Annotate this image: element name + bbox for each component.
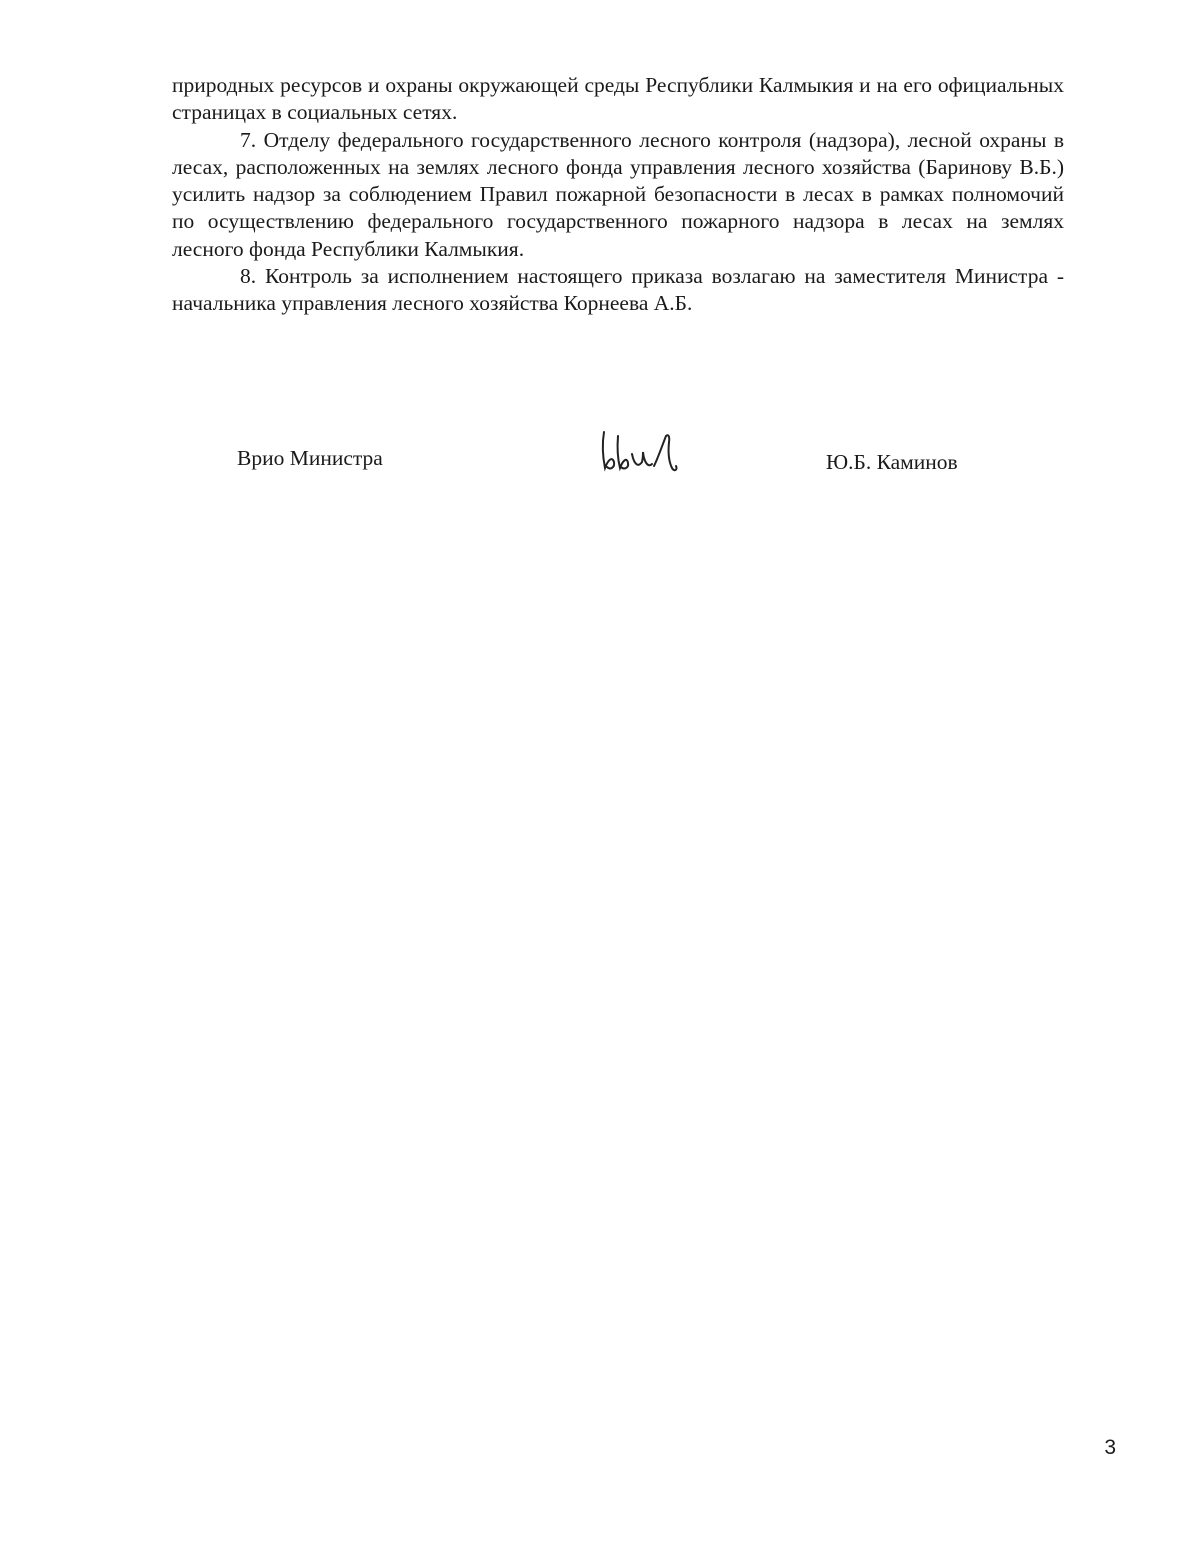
page-number: 3 [1104, 1436, 1116, 1459]
paragraph-continuation: природных ресурсов и охраны окружающей среды Республики Калмыкия и на его официальных страницах в социальных сетях. [172, 73, 1064, 125]
signature-block [0, 420, 1200, 500]
signatory-title: Врио Министра [237, 446, 383, 470]
paragraph-item-8: 8. Контроль за исполнением настоящего приказа возлагаю на заместителя Министра - начальника управления лесного хозяйства Корнеева А.Б. [172, 264, 1064, 316]
document-body [172, 72, 1064, 318]
signatory-name: Ю.Б. Каминов [826, 450, 958, 474]
paragraph-item-7: 7. Отделу федерального государственного лесного контроля (надзора), лесной охраны в лесах, расположенных на землях лесного фонда управления лесного хозяйства (Баринову В.Б.) усилить надзор за соблюдением Правил пожарной безопасности в лесах в рамках полномочий по осуществлению федерального государственного пожарного надзора в лесах на землях лесного фонда Республики Калмыкия. [172, 127, 1064, 261]
handwritten-signature [596, 424, 686, 480]
